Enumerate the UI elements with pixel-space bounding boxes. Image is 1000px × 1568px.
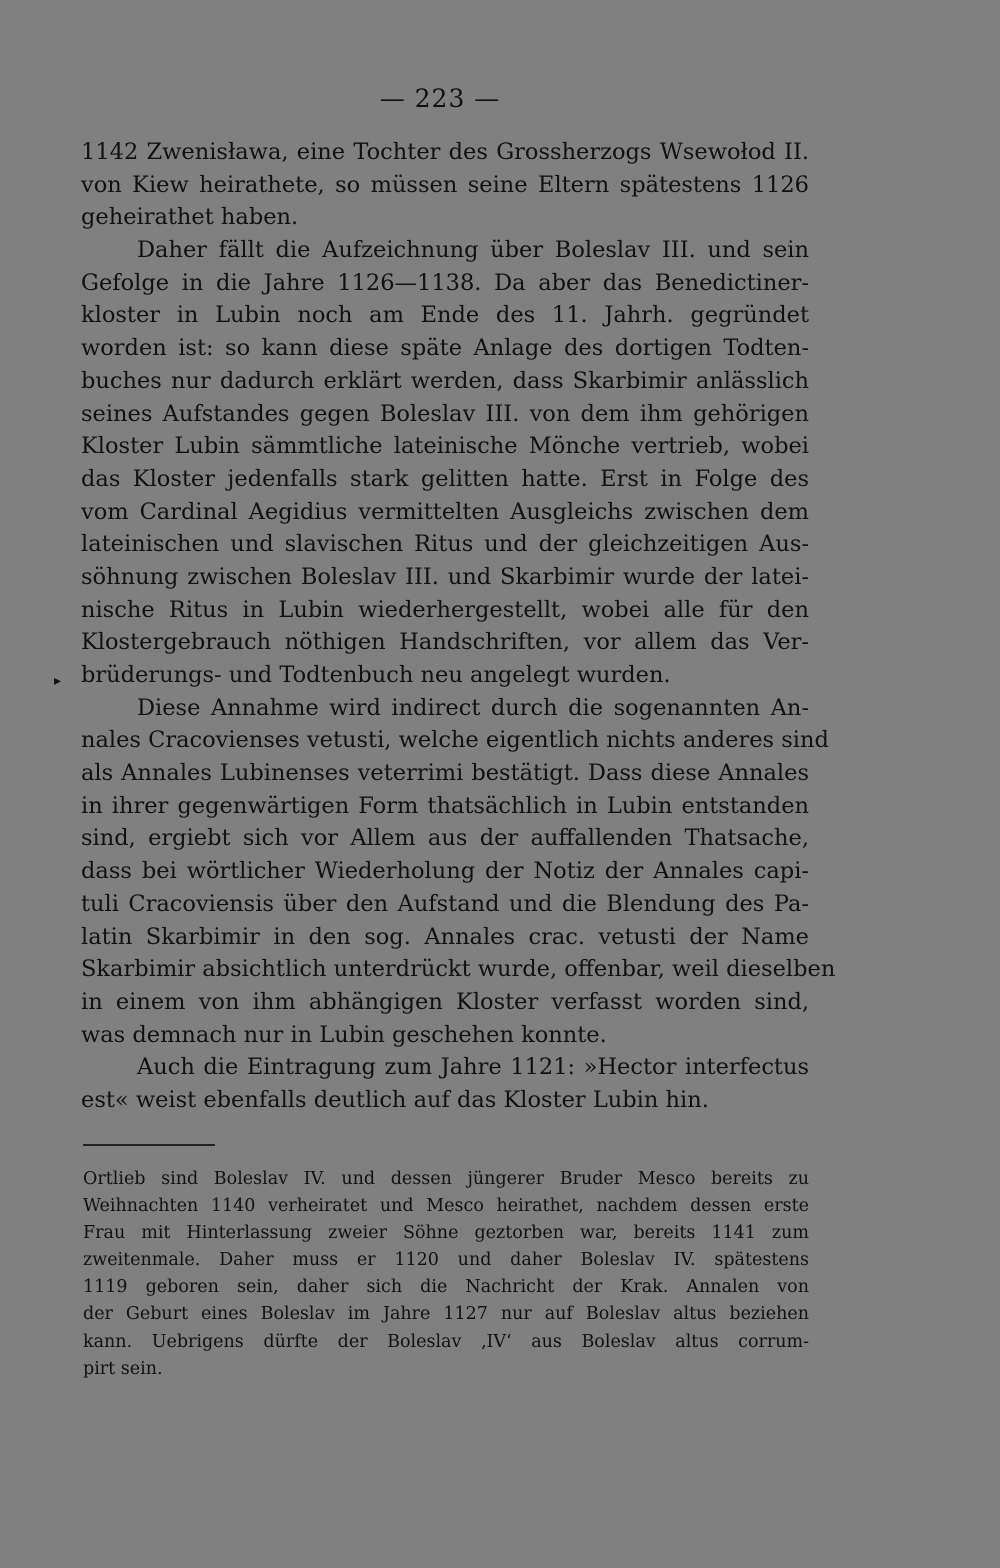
page-number: — 223 — (379, 84, 501, 113)
text-line: brüderungs- und Todtenbuch neu angelegt wurden. (81, 662, 671, 688)
text-line: Klostergebrauch nöthigen Handschriften, vor allem das Ver- (81, 629, 809, 656)
text-line: lateinischen und slavischen Ritus und der gleichzeitigen Aus- (81, 531, 809, 558)
text-line: in einem von ihm abhängigen Kloster verfasst worden sind, (81, 988, 809, 1015)
text-line: worden ist: so kann diese späte Anlage des dortigen Todten- (81, 335, 809, 362)
text-line: Kloster Lubin sämmtliche lateinische Mönche vertrieb, wobei (81, 433, 809, 460)
text-line: 1142 Zwenisława, eine Tochter des Grossherzogs Wsewołod II. (81, 139, 809, 165)
footnote-line: Frau mit Hinterlassung zweier Söhne geztorben war, bereits 1141 zum (83, 1223, 809, 1244)
text-line: Diese Annahme wird indirect durch die sogenannten An- (137, 694, 809, 721)
text-line: Skarbimir absichtlich unterdrückt wurde, offenbar, weil dieselben (81, 956, 836, 983)
footnote-line: pirt sein. (83, 1358, 163, 1379)
text-line: Daher fällt die Aufzeichnung über Boleslav III. und sein (137, 237, 809, 264)
footnote-line: Weihnachten 1140 verheiratet und Mesco heirathet, nachdem dessen erste (83, 1196, 809, 1217)
text-line: nales Cracovienses vetusti, welche eigentlich nichts anderes sind (81, 727, 829, 754)
text-line: tuli Cracoviensis über den Aufstand und die Blendung des Pa- (81, 890, 809, 917)
footnote-divider (83, 1144, 215, 1146)
main-text (81, 136, 836, 1117)
text-line: latin Skarbimir in den sog. Annales crac. vetusti der Name (81, 923, 809, 950)
text-line: buches nur dadurch erklärt werden, dass Skarbimir anlässlich (81, 367, 809, 394)
text-line: nische Ritus in Lubin wiederhergestellt, wobei alle für den (81, 596, 809, 623)
text-line: Gefolge in die Jahre 1126—1138. Da aber das Benedictiner- (81, 269, 809, 296)
text-line: sind, ergiebt sich vor Allem aus der auffallenden Thatsache, (81, 825, 809, 852)
footnote-line: der Geburt eines Boleslav im Jahre 1127 nur auf Boleslav altus beziehen (83, 1304, 809, 1325)
footnote-line: kann. Uebrigens dürfte der Boleslav ‚IV‘ aus Boleslav altus corrum- (83, 1331, 809, 1352)
footnote (83, 1166, 809, 1383)
text-line: was demnach nur in Lubin geschehen konnte. (81, 1021, 607, 1048)
footnote-line: zweitenmale. Daher muss er 1120 und daher Boleslav IV. spätestens (83, 1250, 809, 1271)
text-line: das Kloster jedenfalls stark gelitten hatte. Erst in Folge des (81, 465, 809, 492)
text-line: est« weist ebenfalls deutlich auf das Kloster Lubin hin. (81, 1086, 709, 1113)
text-line: als Annales Lubinenses veterrimi bestätigt. Dass diese Annales (81, 760, 809, 787)
margin-mark: ▸ (54, 673, 62, 689)
text-line: in ihrer gegenwärtigen Form thatsächlich in Lubin entstanden (81, 792, 809, 819)
footnote-line: Ortlieb sind Boleslav IV. und dessen jüngerer Bruder Mesco bereits zu (83, 1169, 809, 1189)
text-line: geheirathet haben. (81, 204, 299, 231)
text-line: von Kiew heirathete, so müssen seine Eltern spätestens 1126 (81, 171, 809, 198)
text-line: söhnung zwischen Boleslav III. und Skarbimir wurde der latei- (81, 563, 809, 590)
text-line: kloster in Lubin noch am Ende des 11. Jahrh. gegründet (81, 302, 809, 329)
text-line: vom Cardinal Aegidius vermittelten Ausgleichs zwischen dem (81, 498, 809, 525)
text-line: dass bei wörtlicher Wiederholung der Notiz der Annales capi- (81, 858, 809, 885)
text-line: Auch die Eintragung zum Jahre 1121: »Hector interfectus (137, 1054, 809, 1081)
footnote-line: 1119 geboren sein, daher sich die Nachricht der Krak. Annalen von (83, 1277, 809, 1298)
text-line: seines Aufstandes gegen Boleslav III. von dem ihm gehörigen (81, 400, 809, 427)
